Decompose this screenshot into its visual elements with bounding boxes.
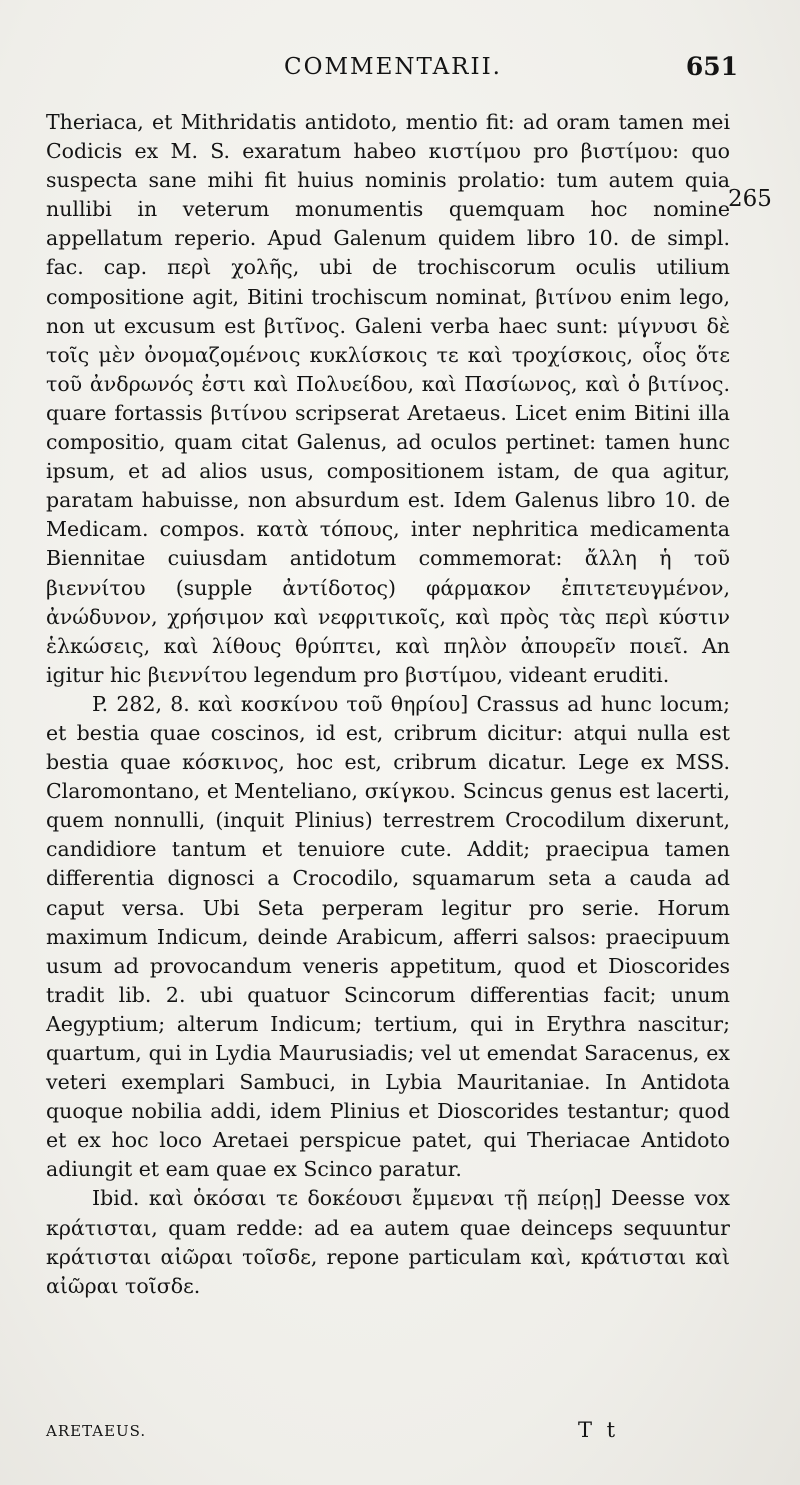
- page-number: 651: [685, 52, 738, 81]
- page-header: [48, 52, 738, 88]
- paragraph-3: Ibid. καὶ ὁκόσαι τε δοκέουσι ἔμμεναι τῇ πείρῃ] Deesse vox κράτισται, quam redde: ad ea autem quae deinceps sequuntur κράτισται αἰῶραι τοῖσδε, repone particulam καὶ, κράτισται καὶ αἰῶραι τοῖσδε.: [46, 1186, 730, 1298]
- margin-line-number: 265: [728, 186, 772, 212]
- footer-signature: ARETAEUS.: [46, 1422, 147, 1440]
- commentary-body: [46, 108, 730, 1301]
- paragraph-1: Theriaca, et Mithridatis antidoto, mentio fit: ad oram tamen mei Codicis ex M. S. exaratum habeo κιστίμου pro βιστίμου: quo suspecta sane mihi fit huius nominis prolatio: tum autem quia nullibi in veterum monumentis quemquam hoc nomine appellatum reperio. Apud Galenum quidem libro 10. de simpl. fac. cap. περὶ χολῆς, ubi de trochiscorum oculis utilium compositione agit, Bitini trochiscum nominat, βιτίνου enim lego, non ut excusum est βιτῖνος. Galeni verba haec sunt: μίγνυσι δὲ τοῖς μὲν ὀνομαζομένοις κυκλίσκοις τε καὶ τροχίσκοις, οἷος ὅτε τοῦ ἀνδρωνός ἐστι καὶ Πολυείδου, καὶ Πασίωνος, καὶ ὁ βιτίνος. quare fortassis βιτίνου scripserat Aretaeus. Licet enim Bitini illa compositio, quam citat Galenus, ad oculos pertinet: tamen hunc ipsum, et ad alios usus, compositionem istam, de qua agitur, paratam habuisse, non absurdum est. Idem Galenus libro 10. de Medicam. compos. κατὰ τόπους, inter nephritica medicamenta Biennitae cuiusdam antidotum commemorat: ἄλλη ἡ τοῦ βιεννίτου (supple ἀντίδοτος) φάρμακον ἐπιτετευγμένον, ἀνώδυνον, χρήσιμον καὶ νεφριτικοῖς, καὶ πρὸς τὰς περὶ κύστιν ἑλκώσεις, καὶ λίθους θρύπτει, καὶ πηλὸν ἀπουρεῖν ποιεῖ. An igitur hic βιεννίτου legendum pro βιστίμου, videant eruditi.: [46, 110, 730, 687]
- running-head: COMMENTARII.: [284, 54, 502, 80]
- page-footer: [46, 1418, 730, 1448]
- paragraph-2: P. 282, 8. καὶ κοσκίνου τοῦ θηρίου] Crassus ad hunc locum; et bestia quae coscinos, id est, cribrum dicitur: atqui nulla est bestia quae κόσκινος, hoc est, cribrum dicatur. Lege ex MSS. Claromontano, et Menteliano, σκίγκου. Scincus genus est lacerti, quem nonnulli, (inquit Plinius) terrestrem Crocodilum dixerunt, candidiore tantum et tenuiore cute. Addit; praecipua tamen differentia dignosci a Crocodilo, squamarum seta a cauda ad caput versa. Ubi Seta perperam legitur pro serie. Horum maximum Indicum, deinde Arabicum, afferri salsos: praecipuum usum ad provocandum veneris appetitum, quod et Dioscorides tradit lib. 2. ubi quatuor Scincorum differentias facit; unum Aegyptium; alterum Indicum; tertium, qui in Erythra nascitur; quartum, qui in Lydia Maurusiadis; vel ut emendat Saracenus, ex veteri exemplari Sambuci, in Lybia Mauritaniae. In Antidota quoque nobilia addi, idem Plinius et Dioscorides testantur; quod et ex hoc loco Aretaei perspicue patet, qui Theriacae Antidoto adiungit et eam quae ex Scinco paratur.: [46, 691, 730, 1182]
- signature-mark: T t: [578, 1418, 620, 1442]
